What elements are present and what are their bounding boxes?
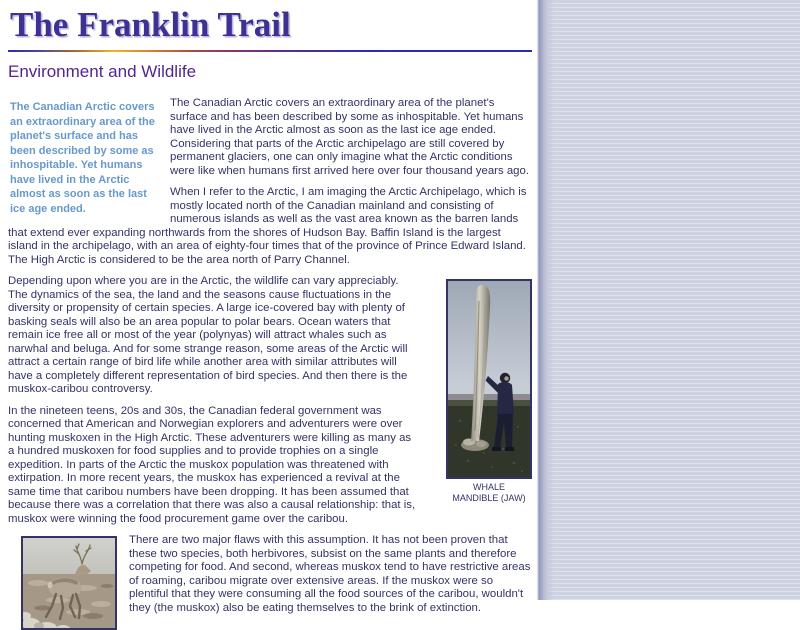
striped-sidebar-background xyxy=(537,0,800,600)
paragraph-4: In the nineteen teens, 20s and 30s, the Canadian federal government was concerned that American and Norwegian explorers and adventurers were over hunting muskoxen in the High Arctic. These adventurers were killing as many as a hundred muskoxen for food supplies and to provide trophies on a single expedition. In parts of the Arctic the muskox population was threatened with extirpation. In more recent years, the muskox has experienced a revival at the same time that caribou numbers have been dropping. It has been assumed that because there was a correlation that there was also a causal relationship: that is, muskox were winning the food procurement game over the caribou. xyxy=(8,404,416,525)
whale-figure-caption xyxy=(446,482,532,504)
paragraph-2: When I refer to the Arctic, I am imaging the Arctic Archipelago, which is mostly located north of the Canadian mainland and consisting of numerous islands as well as the vast area known as the barren lands that extend ever expanding northwards from the shores of Hudson Bay. Baffin Island is the largest island in the archipelago, with an area of eighty-four times that of the province of Prince Edward Island. The High Arctic is considered to be the area north of Parry Channel. xyxy=(8,186,527,266)
paragraph-5: There are two major flaws with this assumption. It has not been proven that these two species, both herbivores, subsist on the same plants and therefore competing for food. And second, whereas muskox tend to have restrictive areas of roaming, caribou migrate over extensive areas. If the muskox were so plentiful that they were consuming all the food sources of the caribou, wouldn't they (the muskox) also be eating themselves to the brink of extinction. xyxy=(129,534,531,614)
whale-mandible-photo xyxy=(446,279,532,479)
whale-caption-line2: MANDIBLE (JAW) xyxy=(452,493,526,503)
gradient-divider xyxy=(8,50,532,52)
caribou-photo xyxy=(21,536,117,630)
article-content xyxy=(8,0,532,630)
article-body xyxy=(8,97,532,615)
paragraph-3: Depending upon where you are in the Arctic, the wildlife can vary appreciably. The dynamics of the sea, the land and the seasons cause fluctuations in the diversity or propensity of certain species. A large ice-covered bay with plenty of basking seals will also be an area popular to polar bears. Ocean waters that remain ice free all or most of the year (polynyas) will attract whales such as narwhal and beluga. And for some strange reason, some areas of the Arctic will attract a certain range of bird life while another area with similar attributes will have a completely different representation of bird species. And then there is the muskox-caribou controversy. xyxy=(8,275,408,395)
sidebar-left-edge-shading xyxy=(537,0,555,600)
whale-caption-line1: WHALE xyxy=(472,482,505,492)
whale-mandible-figure xyxy=(446,279,532,504)
paragraph-1: The Canadian Arctic covers an extraordinary area of the planet's surface and has been described by some as inhospitable. Yet humans have lived in the Arctic almost as soon as the last ice age ended. Considering that parts of the Arctic archipelago are still covered by permanent glaciers, one can only imagine what the Arctic conditions were like when humans first arrived here over four thousand years ago. xyxy=(170,97,529,177)
page-heading: Environment and Wildlife xyxy=(8,62,197,81)
pull-quote: The Canadian Arctic covers an extraordinary area of the planet's surface and has been described by some as inhospitable. Yet humans have lived in the Arctic almost as soon as the last ice age ended. xyxy=(10,101,155,215)
site-title: The Franklin Trail xyxy=(10,5,291,44)
caribou-figure xyxy=(21,536,117,630)
